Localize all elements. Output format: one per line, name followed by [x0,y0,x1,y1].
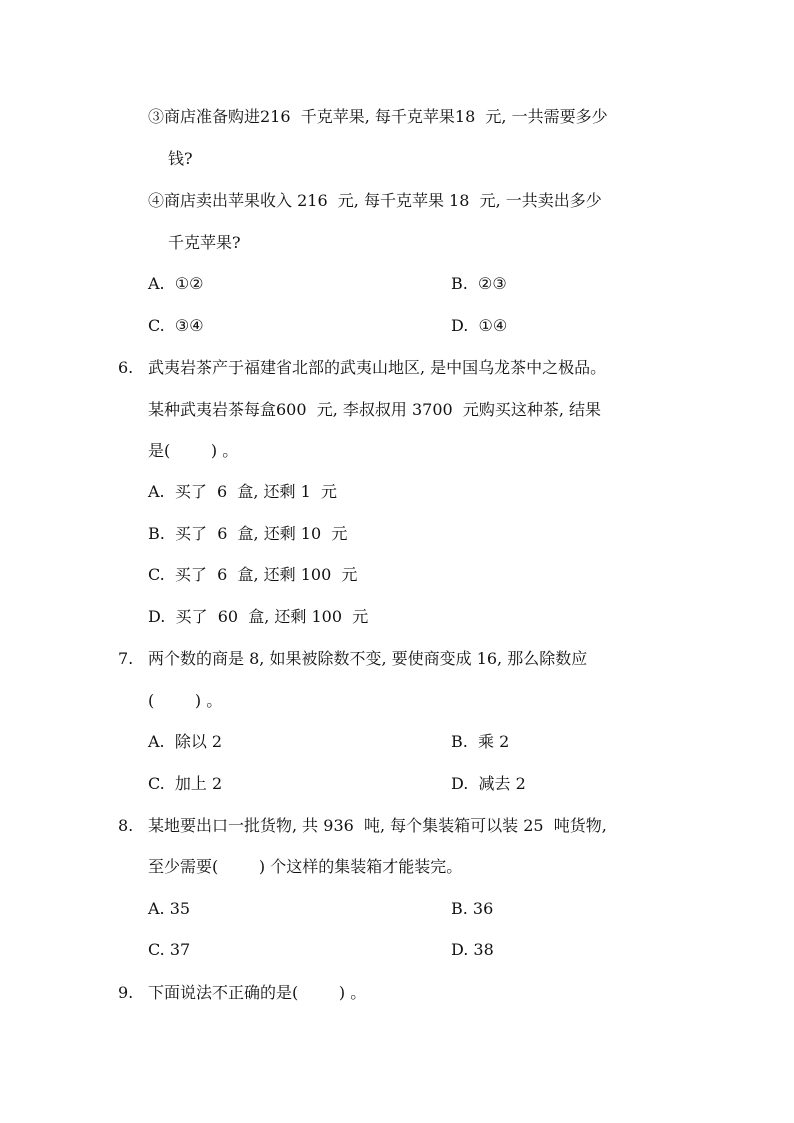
q5-option-c[interactable]: C. ③④ [148,316,204,335]
q6-option-b[interactable]: B. 买了 6 盒, 还剩 10 元 [148,524,348,543]
q6-line-1: 武夷岩茶产于福建省北部的武夷山地区, 是中国乌龙茶中之极品。 [148,358,607,377]
q8-number: 8. [118,816,134,835]
statement-4-line-2: 千克苹果? [168,233,241,252]
q8-option-c[interactable]: C. 37 [148,940,191,959]
q8-option-a[interactable]: A. 35 [148,899,191,918]
q9-number: 9. [118,983,134,1002]
q9-line-1: 下面说法不正确的是( ) 。 [148,983,367,1002]
q7-line-2: ( ) 。 [148,691,223,710]
q8-line-1: 某地要出口一批货物, 共 936 吨, 每个集装箱可以装 25 吨货物, [148,816,607,835]
statement-4-line-1: ④商店卖出苹果收入 216 元, 每千克苹果 18 元, 一共卖出多少 [148,191,602,210]
q8-option-d[interactable]: D. 38 [451,940,494,959]
q7-option-b[interactable]: B. 乘 2 [451,732,510,751]
q7-line-1: 两个数的商是 8, 如果被除数不变, 要使商变成 16, 那么除数应 [148,649,588,668]
statement-3-line-2: 钱? [168,149,193,168]
q6-option-a[interactable]: A. 买了 6 盒, 还剩 1 元 [148,482,337,501]
q6-option-d[interactable]: D. 买了 60 盒, 还剩 100 元 [148,607,369,626]
q6-number: 6. [118,358,134,377]
q6-option-c[interactable]: C. 买了 6 盒, 还剩 100 元 [148,565,358,584]
q7-option-a[interactable]: A. 除以 2 [148,732,223,751]
q5-option-d[interactable]: D. ①④ [451,316,508,335]
statement-3-line-1: ③商店准备购进216 千克苹果, 每千克苹果18 元, 一共需要多少 [148,107,608,126]
q8-line-2: 至少需要( ) 个这样的集装箱才能装完。 [148,857,463,876]
q7-option-c[interactable]: C. 加上 2 [148,774,223,793]
q5-option-b[interactable]: B. ②③ [451,274,507,293]
q5-option-a[interactable]: A. ①② [148,274,204,293]
q7-option-d[interactable]: D. 减去 2 [451,774,526,793]
q6-line-3: 是( ) 。 [148,441,239,460]
q8-option-b[interactable]: B. 36 [451,899,494,918]
q7-number: 7. [118,649,134,668]
q6-line-2: 某种武夷岩茶每盒600 元, 李叔叔用 3700 元购买这种茶, 结果 [148,400,602,419]
